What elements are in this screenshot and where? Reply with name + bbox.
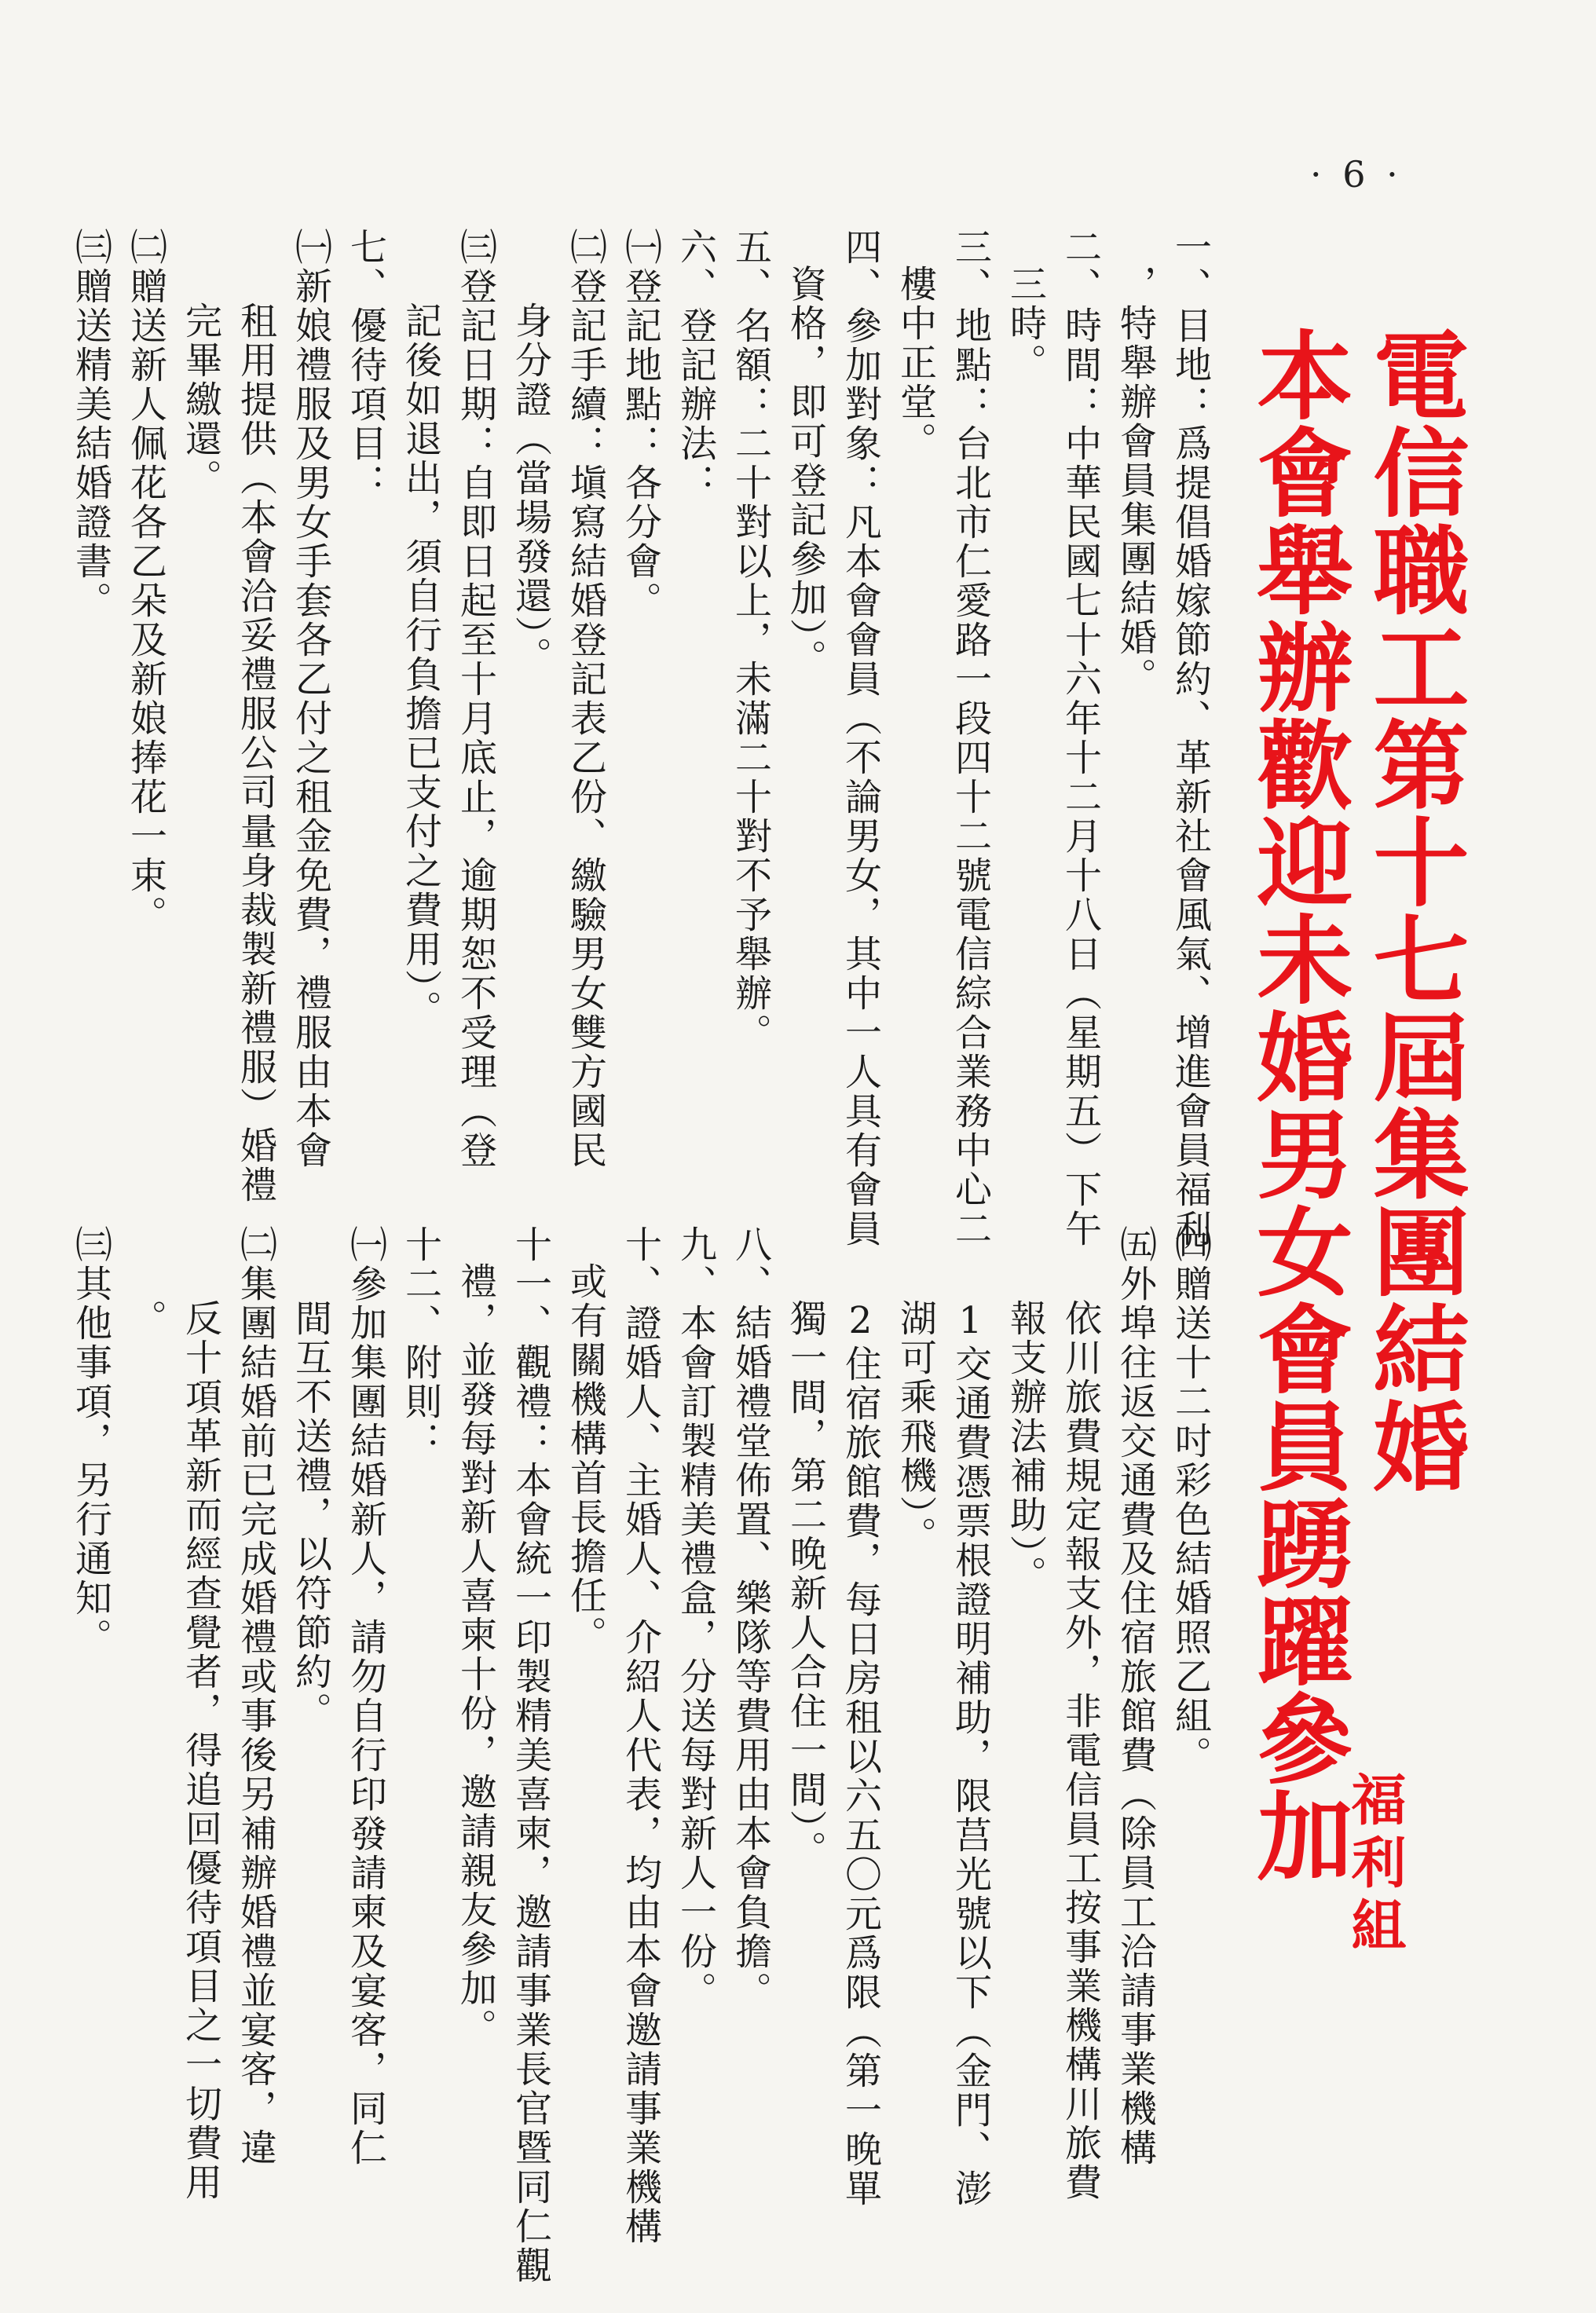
text-column: 四、參加對象：凡本會會員（不論男女，其中一人具有會員: [839, 228, 882, 1249]
text-column: ㈢登記日期：自即日起至十月底止，逾期恕不受理（登: [454, 228, 497, 1170]
title-line-2: 本會舉辦歡迎未婚男女會員踴躍參加: [1241, 326, 1353, 1884]
text-column: 五、名額：二十對以上，未滿二十對不予舉辦。: [729, 228, 772, 1052]
page-number: · 6 ·: [1310, 153, 1403, 196]
text-column: 記後如退出，須自行負擔已支付之費用）。: [399, 302, 442, 1030]
text-column: ㈢贈送精美結婚證書。: [69, 228, 112, 620]
title-line-1: 電信職工第十七屆集團結婚: [1357, 326, 1469, 1495]
text-column: 反十項革新而經查覺者，得追回優待項目之一切費用: [179, 1299, 222, 2202]
text-column: 三時。: [1004, 265, 1047, 382]
text-column: ㈢其他事項，另行通知。: [69, 1225, 112, 1657]
text-column: 2住宿旅館費，每日房租以六五〇元爲限（第一晚單: [839, 1299, 882, 2209]
text-column: 或有關機構首長擔任。: [564, 1262, 607, 1655]
lower-columns: [63, 1225, 1217, 2286]
upper-columns: [63, 228, 1217, 1249]
text-column: 身分證（當場發還）。: [509, 302, 552, 676]
author-byline: 福利組: [1342, 1771, 1407, 1960]
text-column: ㈠登記地點：各分會。: [619, 228, 662, 620]
text-column: 一、目地：爲提倡婚嫁節約、革新社會風氣、增進會員福利: [1169, 228, 1212, 1249]
text-column: 十一、觀禮：本會統一印製精美喜柬，邀請事業長官暨同仁觀: [509, 1225, 552, 2286]
text-column: 樓中正堂。: [894, 265, 937, 461]
text-column: 獨一間，第二晚新人合住一間）。: [784, 1299, 827, 1870]
text-column: ，特舉辦會員集團結婚。: [1114, 265, 1157, 697]
upper-text-block: [31, 228, 1217, 1249]
text-column: 。: [124, 1299, 167, 1338]
text-column: ㈡贈送新人佩花各乙朵及新娘捧花一束。: [124, 228, 167, 935]
text-column: 1交通費憑票根證明補助，限莒光號以下（金門、澎: [949, 1299, 992, 2209]
text-column: ㈣贈送十二吋彩色結婚照乙組。: [1169, 1225, 1212, 1775]
text-column: ㈡集團結婚前已完成婚禮或事後另補辦婚禮並宴客，違: [234, 1225, 277, 2168]
text-column: 八、結婚禮堂佈置、樂隊等費用由本會負擔。: [729, 1225, 772, 2011]
text-column: ㈠參加集團結婚新人，請勿自行印發請柬及宴客，同仁: [344, 1225, 387, 2168]
text-column: 二、時間：中華民國七十六年十二月十八日（星期五）下午: [1059, 228, 1102, 1249]
text-column: 依川旅費規定報支外，非電信員工按事業機構川旅費: [1059, 1299, 1102, 2202]
text-column: 完畢繳還。: [179, 302, 222, 498]
text-column: 九、本會訂製精美禮盒，分送每對新人一份。: [674, 1225, 717, 2011]
text-column: 十、證婚人、主婚人、介紹人代表，均由本會邀請事業機構: [619, 1225, 662, 2246]
text-column: ㈡登記手續：塡寫結婚登記表乙份、繳驗男女雙方國民: [564, 228, 607, 1170]
text-column: 七、優待項目：: [344, 228, 387, 503]
text-column: 間互不送禮，以符節約。: [289, 1299, 332, 1731]
text-column: ㈠新娘禮服及男女手套各乙付之租金免費，禮服由本會: [289, 228, 332, 1170]
lower-text-block: [31, 1225, 1217, 2286]
text-column: 三、地點：台北市仁愛路一段四十二號電信綜合業務中心二: [949, 228, 992, 1249]
article-title: [1241, 326, 1477, 2015]
text-column: 六、登記辦法：: [674, 228, 717, 503]
text-column: 湖可乘飛機）。: [894, 1299, 937, 1556]
text-column: 報支辦法補助）。: [1004, 1299, 1047, 1595]
text-column: 租用提供（本會洽妥禮服公司量身裁製新禮服）婚禮: [234, 302, 277, 1205]
text-column: 資格，即可登記參加）。: [784, 265, 827, 679]
text-column: 十二、附則：: [399, 1225, 442, 1461]
text-column: 禮，並發每對新人喜柬十份，邀請親友參加。: [454, 1262, 497, 2048]
text-column: ㈤外埠往返交通費及住宿旅館費（除員工洽請事業機構: [1114, 1225, 1157, 2168]
